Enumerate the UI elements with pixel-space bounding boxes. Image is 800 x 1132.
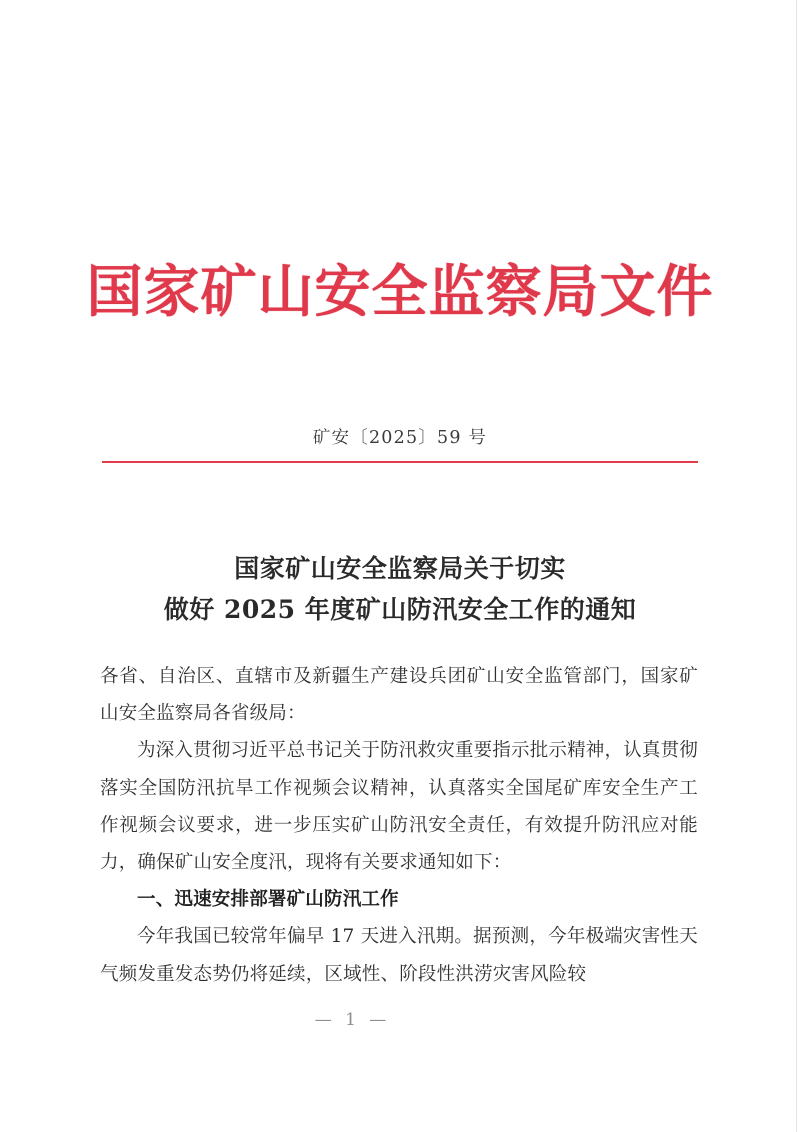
opening-paragraph: 为深入贯彻习近平总书记关于防汛救灾重要指示批示精神，认真贯彻落实全国防汛抗旱工作视频会议精神，认真落实全国尾矿库安全生产工作视频会议要求，进一步压实矿山防汛安全责任，有效提升防汛应对能力，确保矿山安全度汛，现将有关要求通知如下： xyxy=(100,740,699,874)
document-title xyxy=(0,548,800,630)
section-heading-1: 一、迅速安排部署矿山防汛工作 xyxy=(137,889,399,911)
recipients-paragraph: 各省、自治区、直辖市及新疆生产建设兵团矿山安全监管部门，国家矿山安全监察局各省级局： xyxy=(100,666,698,725)
red-separator-rule xyxy=(102,461,698,463)
document-masthead: 国家矿山安全监察局文件 xyxy=(86,259,714,325)
document-serial-number: 矿安〔2025〕59 号 xyxy=(312,428,488,448)
document-title-line-2: 做好 2025 年度矿山防汛安全工作的通知 xyxy=(163,595,637,624)
page-number-footer: — 1 — xyxy=(314,1010,391,1030)
document-body xyxy=(100,658,698,993)
section-1-paragraph: 今年我国已较常年偏早 17 天进入汛期。据预测，今年极端灾害性天气频发重发态势仍将延续，区域性、阶段性洪涝灾害风险较 xyxy=(100,926,698,985)
document-title-line-1: 国家矿山安全监察局关于切实 xyxy=(234,554,566,583)
